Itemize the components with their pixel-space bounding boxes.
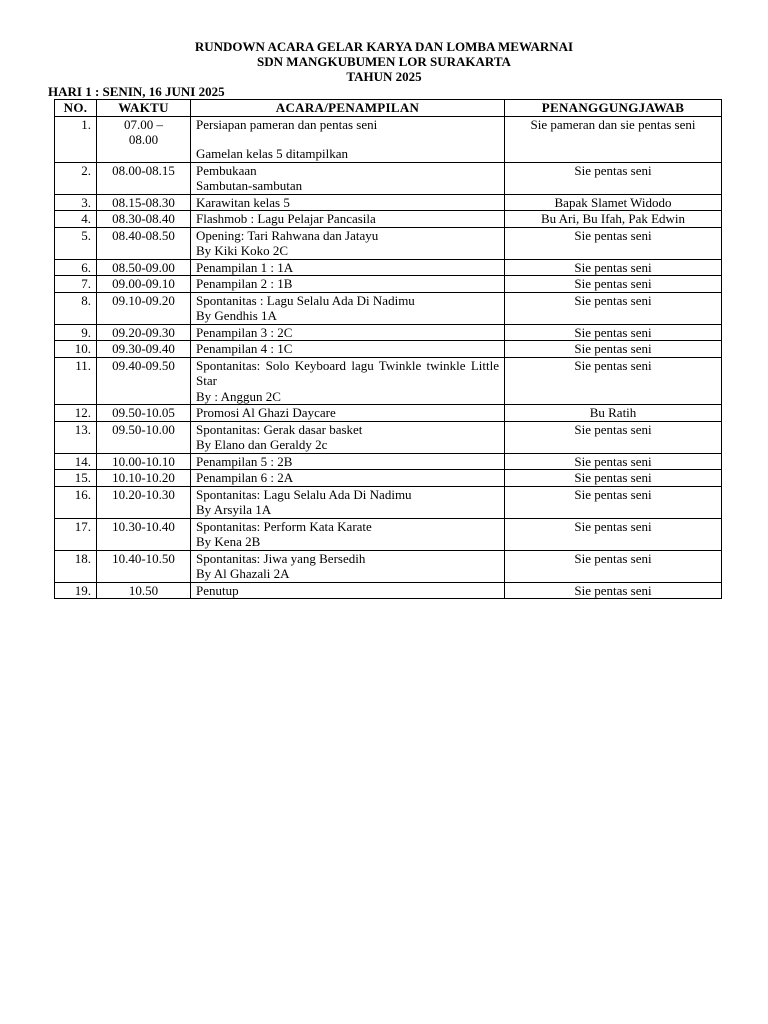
cell-event	[191, 550, 505, 582]
cell-pic: Sie pentas seni	[505, 324, 722, 341]
table-row	[55, 470, 722, 487]
table-row	[55, 341, 722, 358]
time-line: 08.00	[128, 132, 159, 147]
event-line: By Kiki Koko 2C	[196, 243, 289, 258]
cell-event	[191, 486, 505, 518]
cell-event	[191, 276, 505, 293]
rundown-table	[54, 99, 722, 599]
event-line: By Arsyila 1A	[196, 502, 272, 517]
cell-event	[191, 421, 505, 453]
cell-time: 09.20-09.30	[97, 324, 191, 341]
cell-event	[191, 470, 505, 487]
cell-time: 10.50	[97, 582, 191, 599]
title-line: SDN MANGKUBUMEN LOR SURAKARTA	[257, 54, 511, 69]
cell-pic: Bapak Slamet Widodo	[505, 194, 722, 211]
cell-time: 10.40-10.50	[97, 550, 191, 582]
document-title	[0, 39, 768, 84]
cell-no: 12.	[55, 405, 97, 422]
table-row	[55, 405, 722, 422]
cell-no: 10.	[55, 341, 97, 358]
cell-event	[191, 518, 505, 550]
event-line: Spontanitas: Jiwa yang Bersedih	[196, 550, 366, 566]
cell-time: 09.40-09.50	[97, 357, 191, 405]
table-row	[55, 259, 722, 276]
cell-no: 4.	[55, 211, 97, 228]
table-row	[55, 324, 722, 341]
cell-pic: Sie pentas seni	[505, 292, 722, 324]
cell-time: 10.10-10.20	[97, 470, 191, 487]
event-line: Penampilan 4 : 1C	[196, 341, 293, 356]
table-row	[55, 357, 722, 405]
cell-pic: Sie pentas seni	[505, 259, 722, 276]
cell-pic: Sie pameran dan sie pentas seni	[505, 116, 722, 162]
column-header-event: ACARA/PENAMPILAN	[191, 100, 505, 117]
line-spacer	[196, 132, 499, 146]
cell-time	[97, 116, 191, 162]
cell-time: 09.50-10.00	[97, 421, 191, 453]
table-row	[55, 486, 722, 518]
cell-pic: Sie pentas seni	[505, 357, 722, 405]
cell-pic: Bu Ratih	[505, 405, 722, 422]
cell-event	[191, 582, 505, 599]
cell-no: 13.	[55, 421, 97, 453]
cell-pic: Sie pentas seni	[505, 341, 722, 358]
cell-no: 5.	[55, 227, 97, 259]
cell-time: 08.30-08.40	[97, 211, 191, 228]
time-line: 07.00 –	[124, 116, 163, 132]
cell-pic: Sie pentas seni	[505, 276, 722, 293]
event-line: By Elano dan Geraldy 2c	[196, 437, 328, 452]
cell-pic: Sie pentas seni	[505, 550, 722, 582]
cell-event	[191, 194, 505, 211]
table-row	[55, 162, 722, 194]
cell-event	[191, 116, 505, 162]
cell-no: 2.	[55, 162, 97, 194]
cell-time: 09.10-09.20	[97, 292, 191, 324]
cell-no: 3.	[55, 194, 97, 211]
event-line: Sambutan-sambutan	[196, 178, 303, 193]
table-header-row	[55, 100, 722, 117]
cell-event	[191, 162, 505, 194]
event-line: Promosi Al Ghazi Daycare	[196, 405, 336, 420]
event-line: Karawitan kelas 5	[196, 194, 290, 210]
cell-no: 18.	[55, 550, 97, 582]
cell-time: 10.20-10.30	[97, 486, 191, 518]
event-line: Penampilan 5 : 2B	[196, 453, 293, 469]
cell-time: 09.00-09.10	[97, 276, 191, 293]
cell-pic: Sie pentas seni	[505, 470, 722, 487]
cell-pic: Sie pentas seni	[505, 227, 722, 259]
cell-event	[191, 405, 505, 422]
event-line: Spontanitas : Lagu Selalu Ada Di Nadimu	[196, 292, 415, 308]
event-line: Penampilan 3 : 2C	[196, 324, 293, 340]
cell-event	[191, 259, 505, 276]
event-line: Penutup	[196, 582, 239, 598]
table-row	[55, 211, 722, 228]
cell-time: 08.40-08.50	[97, 227, 191, 259]
cell-event	[191, 292, 505, 324]
table-row	[55, 421, 722, 453]
event-line: Penampilan 2 : 1B	[196, 276, 293, 291]
event-line: Spontanitas: Lagu Selalu Ada Di Nadimu	[196, 486, 412, 502]
event-line: By : Anggun 2C	[196, 388, 281, 404]
cell-event	[191, 453, 505, 470]
column-header-no: NO.	[55, 100, 97, 117]
event-line: Pembukaan	[196, 162, 257, 178]
title-line: TAHUN 2025	[346, 69, 422, 84]
cell-pic: Sie pentas seni	[505, 486, 722, 518]
table-body	[55, 116, 722, 599]
cell-no: 8.	[55, 292, 97, 324]
cell-time: 08.50-09.00	[97, 259, 191, 276]
cell-time: 08.15-08.30	[97, 194, 191, 211]
cell-pic: Sie pentas seni	[505, 453, 722, 470]
event-line: Opening: Tari Rahwana dan Jatayu	[196, 227, 379, 243]
table-row	[55, 582, 722, 599]
column-header-pic: PENANGGUNGJAWAB	[505, 100, 722, 117]
cell-event	[191, 324, 505, 341]
event-line: Penampilan 6 : 2A	[196, 470, 294, 485]
cell-no: 7.	[55, 276, 97, 293]
event-line: Penampilan 1 : 1A	[196, 259, 294, 275]
cell-no: 15.	[55, 470, 97, 487]
cell-time: 10.00-10.10	[97, 453, 191, 470]
table-row	[55, 116, 722, 162]
cell-no: 11.	[55, 357, 97, 405]
event-line: Spontanitas: Solo Keyboard lagu Twinkle twinkle Little Star	[196, 357, 499, 388]
cell-time: 08.00-08.15	[97, 162, 191, 194]
event-line: By Kena 2B	[196, 534, 261, 549]
cell-no: 6.	[55, 259, 97, 276]
table-row	[55, 453, 722, 470]
event-line: By Al Ghazali 2A	[196, 566, 290, 581]
cell-pic: Sie pentas seni	[505, 162, 722, 194]
cell-no: 9.	[55, 324, 97, 341]
table-row	[55, 276, 722, 293]
event-line: Flashmob : Lagu Pelajar Pancasila	[196, 211, 376, 226]
cell-no: 1.	[55, 116, 97, 162]
cell-event	[191, 341, 505, 358]
day-heading: HARI 1 : SENIN, 16 JUNI 2025	[48, 84, 225, 99]
table-row	[55, 550, 722, 582]
cell-no: 14.	[55, 453, 97, 470]
cell-time: 09.50-10.05	[97, 405, 191, 422]
table-row	[55, 292, 722, 324]
event-line: Spontanitas: Gerak dasar basket	[196, 421, 363, 437]
cell-time: 09.30-09.40	[97, 341, 191, 358]
cell-pic: Sie pentas seni	[505, 421, 722, 453]
cell-event	[191, 211, 505, 228]
column-header-time: WAKTU	[97, 100, 191, 117]
cell-no: 19.	[55, 582, 97, 599]
event-line: By Gendhis 1A	[196, 308, 277, 323]
event-line: Gamelan kelas 5 ditampilkan	[196, 146, 348, 161]
cell-pic: Sie pentas seni	[505, 582, 722, 599]
cell-time: 10.30-10.40	[97, 518, 191, 550]
cell-no: 17.	[55, 518, 97, 550]
title-line: RUNDOWN ACARA GELAR KARYA DAN LOMBA MEWARNAI	[194, 39, 574, 54]
event-line: Spontanitas: Perform Kata Karate	[196, 518, 372, 534]
cell-pic: Bu Ari, Bu Ifah, Pak Edwin	[505, 211, 722, 228]
cell-no: 16.	[55, 486, 97, 518]
cell-pic: Sie pentas seni	[505, 518, 722, 550]
table-row	[55, 518, 722, 550]
table-row	[55, 227, 722, 259]
cell-event	[191, 357, 505, 405]
table-row	[55, 194, 722, 211]
event-line: Persiapan pameran dan pentas seni	[196, 116, 378, 132]
cell-event	[191, 227, 505, 259]
